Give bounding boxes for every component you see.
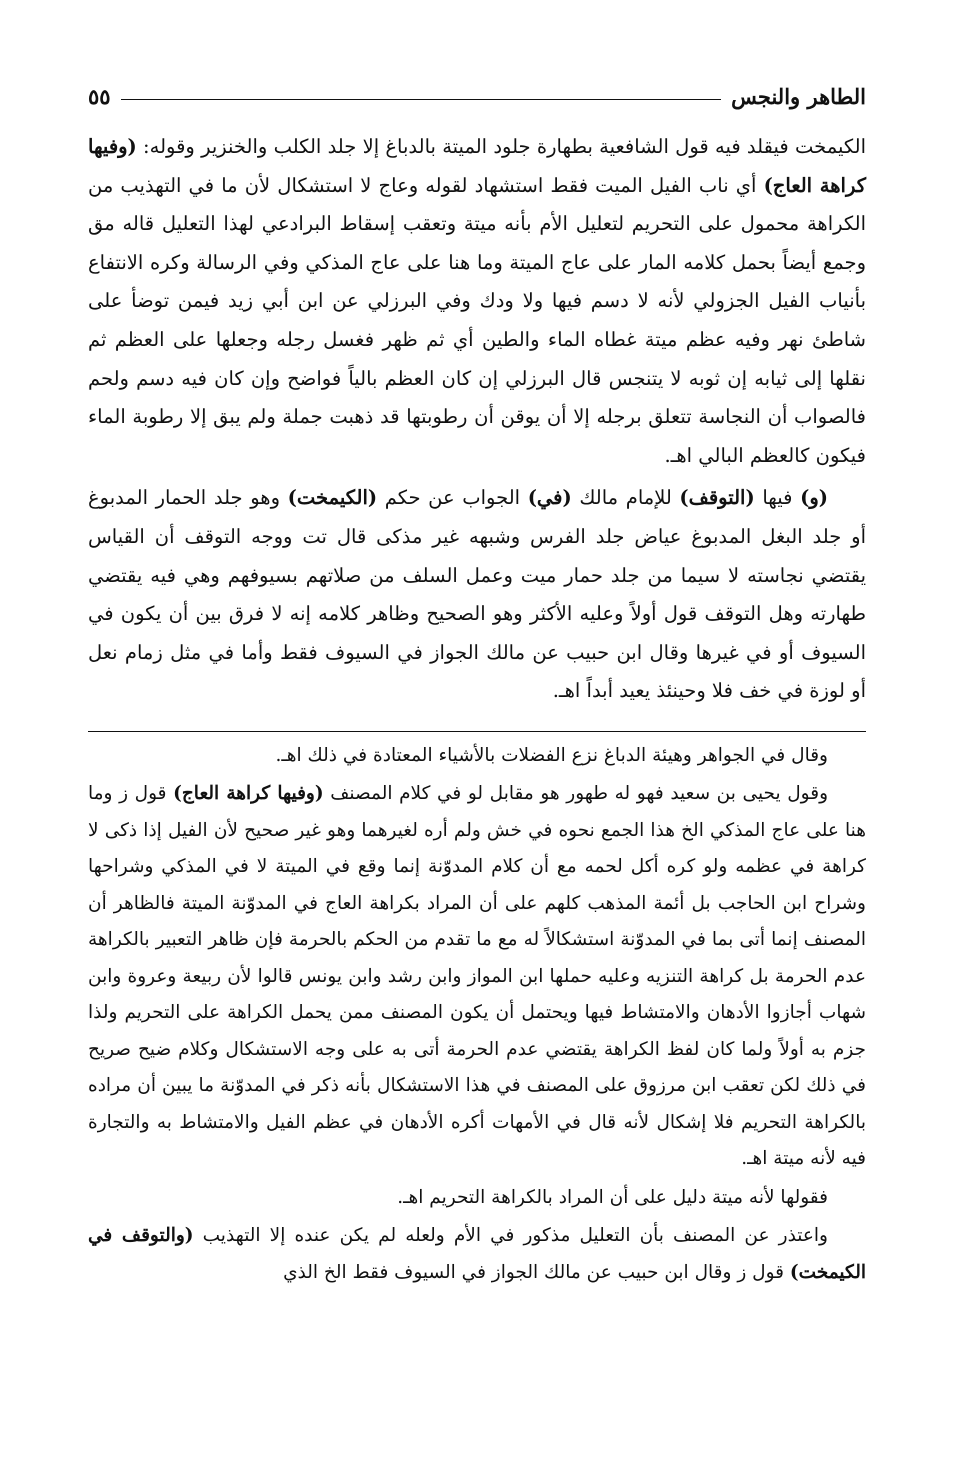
- book-page: [88, 78, 866, 1291]
- note-paragraph-2: [88, 776, 866, 1178]
- bold-quote: (الكيمخت): [287, 486, 378, 510]
- text-span: وقول يحيى بن سعيد فهو له طهور هو مقابل لو في كلام المصنف: [323, 783, 829, 805]
- text-span: الجواب عن حكم: [377, 486, 528, 510]
- bold-quote: (والتوقف في الكيمخت): [88, 1225, 866, 1283]
- note-paragraph-4: [88, 1218, 866, 1291]
- page-number: ٥٥: [88, 83, 111, 109]
- note-paragraph-3: فقولها لأنه ميتة دليل على أن المراد بالكراهة التحريم اهـ.: [397, 1186, 828, 1208]
- text-span: واعتذر عن المصنف بأن التعليل مذكور في الأم ولعله لم يكن عنده إلا التهذيب: [193, 1225, 828, 1247]
- text-span: الكيمخت فيقلد فيه قول الشافعية بطهارة جلود الميتة بالدباغ إلا جلد الكلب والخنزير وقوله:: [136, 135, 866, 158]
- header-rule: [121, 99, 722, 100]
- note-paragraph-1: وقال في الجواهر وهيئة الدباغ نزع الفضلات بالأشياء المعتادة في ذلك اهـ.: [275, 744, 828, 766]
- main-paragraph-1: [88, 128, 866, 475]
- running-title: الطاهر والنجس: [731, 83, 866, 109]
- text-span: وهو جلد الحمار المدبوغ أو جلد البغل المدبوغ عياض جلد الفرس وشبهه غير مذكى قال تت ووجه التوقف أن القياس يقتضي نجاسته لا سيما من جلد حمار ميت وعمل السلف من صلاتهم بسيوفهم وهي فيه يقتضي طهارته وهل التوقف قول أولاً وعليه الأكثر وهو الصحيح وظاهر كلامه إنه لا فرق بين أن يكون في السيوف أو في غيرها وقال ابن حبيب عن مالك الجواز في السيوف فقط وأما في مثل زمام نعل أو لوزة في خف فلا وحينئذ يعيد أبداً اهـ.: [88, 486, 866, 703]
- text-span: أي ناب الفيل الميت فقط استشهاد لقوله وعاج لا استشكال لأن ما في التهذيب من الكراهة محمول على التحريم لتعليل الأم بأنه ميتة وتعقب إسقاط البرادعي لهذا التعليل قاله مق وجمع أيضاً بحمل كلامه المار على عاج الميتة وما هنا على عاج المذكي وفي الرسالة وكره الانتفاع بأنياب الفيل الجزولي لأنه لا دسم فيها ولا ودك وفي البرزلي عن ابن أبي زيد فيمن توضأ على شاطئ نهر وفيه عظم ميتة غطاه الماء والطين أي ثم ظهر فغسل رجله وجعلها على العظم ثم نقلها إلى ثيابه إن ثوبه لا يتنجس قال البرزلي إن كان العظم بالياً فواضح وإن كان فيه دسم ولحم فالصواب أن النجاسة تتعلق برجله إلا أن يوقن أن رطوبتها قد ذهبت جملة ولم يبق إلا رطوبة الماء فيكون كالعظم البالي اهـ.: [88, 173, 866, 467]
- bold-quote: (وفيها كراهة العاج): [88, 135, 866, 197]
- text-span: فيها: [754, 486, 801, 510]
- text-span: قول ز وما هنا على عاج المذكي الخ هذا الجمع نحوه في خش ولم أره لغيرهما وهو غير صحيح لأن الفيل إذا ذكى لا كراهة في عظمه ولو كره أكل لحمه مع أن كلام المدوّنة إنما وقع في الميتة لا في المذكي وشراحها وشراح ابن الحاجب بل أئمة المذهب كلهم على أن المراد بكراهة العاج في المدوّنة الميتة فالظاهر أن المصنف إنما أتى بما في المدوّنة استشكالاً له مع ما تقدم من الحكم بالحرمة فإن ظاهر التعبير بالكراهة عدم الحرمة بل كراهة التنزيه وعليه حملها ابن المواز وابن رشد وابن يونس قالوا لأن ربيعة وعروة وابن شهاب أجازوا الأدهان والامتشاط فيها ويحتمل أن يكون المصنف ممن يحمل الكراهة على التحريم ولذا جزم به أولاً ولما كان لفظ الكراهة يقتضي عدم الحرمة أتى به على وجه الاستشكال وكلام ضيح صريح في ذلك لكن تعقب ابن مرزوق على المصنف في هذا الاستشكال بأنه ذكر في المدوّنة ما يبين أن مراده بالكراهة التحريم فلا إشكال لأنه قال في الأمهات أكره الأدهان في عظم الفيل والامتشاط به والتجارة فيه لأنه ميتة اهـ.: [88, 783, 866, 1170]
- text-span: قول ز وقال ابن حبيب عن مالك الجواز في السيوف فقط الخ الذي: [283, 1261, 790, 1283]
- main-paragraph-2: [88, 479, 866, 711]
- main-text: [88, 128, 866, 711]
- bold-quote: (التوقف): [679, 486, 755, 510]
- commentary-notes: [88, 738, 866, 1292]
- bold-quote: (في): [527, 486, 572, 510]
- text-span: للإمام مالك: [571, 486, 680, 510]
- bold-quote: (وفيها كراهة العاج): [173, 783, 324, 805]
- page-header: [88, 78, 866, 114]
- bold-quote: (و): [800, 486, 828, 510]
- footnote-divider: [88, 731, 866, 732]
